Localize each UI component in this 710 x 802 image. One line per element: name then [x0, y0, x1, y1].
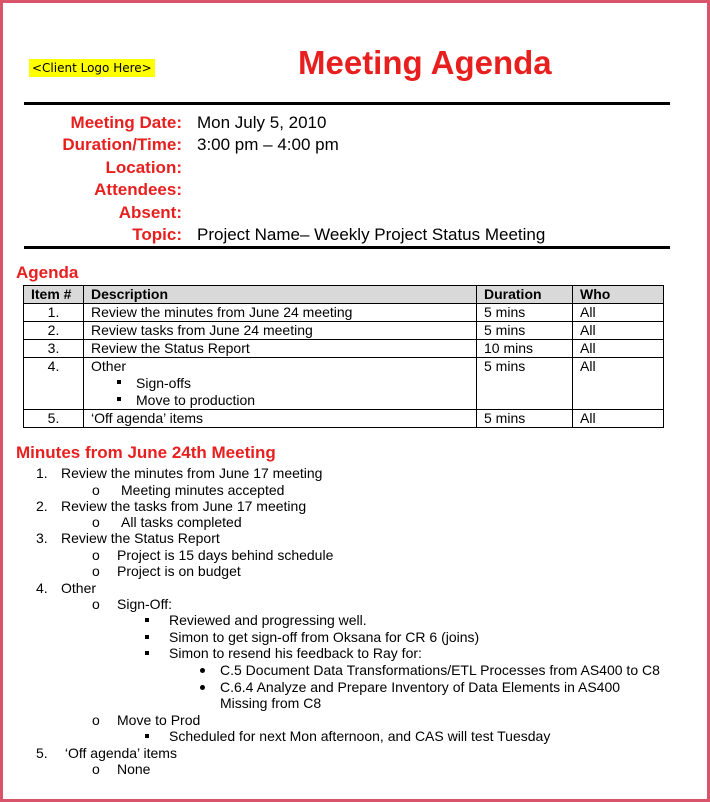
meta-date-label: Meeting Date: — [70, 113, 182, 132]
minutes-point: Scheduled for next Mon afternoon, and CAS will test Tuesday — [169, 728, 551, 744]
table-row — [24, 322, 664, 340]
item-number: 2. — [24, 322, 84, 340]
table-row — [24, 304, 664, 322]
item-duration: 10 mins — [477, 340, 573, 358]
minutes-sub-item: Move to Prod — [117, 712, 201, 728]
item-duration: 5 mins — [477, 410, 573, 428]
item-number: 3. — [24, 340, 84, 358]
circle-bullet-icon: o — [92, 712, 100, 728]
minutes-sub-point: C.5 Document Data Transformations/ETL Processes from AS400 to C8 — [220, 662, 660, 678]
minutes-sub-item: Meeting minutes accepted — [121, 482, 285, 498]
item-number: 5. — [24, 410, 84, 428]
square-bullet-icon — [145, 651, 149, 655]
table-row — [24, 410, 664, 428]
sub-item — [91, 375, 469, 392]
item-who: All — [573, 322, 664, 340]
item-description: ‘Off agenda’ items — [84, 410, 477, 428]
sub-item-text: Move to production — [136, 392, 256, 408]
circle-bullet-icon: o — [92, 514, 100, 530]
meta-date-value: Mon July 5, 2010 — [197, 113, 327, 132]
minutes-sub-item: All tasks completed — [121, 514, 242, 530]
minutes-point: Reviewed and progressing well. — [169, 612, 367, 628]
item-duration: 5 mins — [477, 322, 573, 340]
item-number: 4. — [24, 358, 84, 410]
circle-bullet-icon: o — [92, 563, 100, 579]
minutes-item-number: 2. — [36, 498, 48, 514]
square-bullet-icon — [145, 734, 149, 738]
square-bullet-icon — [145, 635, 149, 639]
item-description: Other — [91, 358, 127, 374]
page-title: Meeting Agenda — [298, 44, 552, 81]
square-bullet-icon — [117, 397, 121, 401]
minutes-item-text: Review the tasks from June 17 meeting — [61, 498, 307, 514]
meta-duration-value: 3:00 pm – 4:00 pm — [197, 135, 339, 154]
col-header-item: Item # — [24, 286, 84, 304]
minutes-item-number: 4. — [36, 580, 48, 596]
circle-bullet-icon: o — [92, 547, 100, 563]
agenda-header-row — [24, 286, 664, 304]
circle-bullet-icon: o — [92, 761, 100, 777]
minutes-sub-item: Sign-Off: — [117, 596, 172, 612]
item-who: All — [573, 358, 664, 410]
table-row — [24, 358, 664, 410]
minutes-item-number: 3. — [36, 530, 48, 546]
square-bullet-icon — [117, 380, 121, 384]
meta-topic-label: Topic: — [132, 225, 182, 244]
meta-attendees-label: Attendees: — [94, 180, 182, 199]
minutes-point: Simon to get sign-off from Oksana for CR 6 (joins) — [169, 629, 480, 645]
item-duration: 5 mins — [477, 358, 573, 410]
minutes-item-text: Review the Status Report — [61, 530, 220, 546]
minutes-sub-item: Project is on budget — [117, 563, 241, 579]
minutes-point: Simon to resend his feedback to Ray for: — [169, 645, 422, 661]
circle-bullet-icon: o — [92, 482, 100, 498]
minutes-sub-item: Project is 15 days behind schedule — [117, 547, 334, 563]
minutes-sub-point-continuation: Missing from C8 — [220, 695, 322, 711]
meta-duration-label: Duration/Time: — [62, 135, 182, 154]
item-description: Review tasks from June 24 meeting — [84, 322, 477, 340]
meta-divider — [24, 246, 670, 249]
sub-item-text: Sign-offs — [136, 375, 191, 391]
minutes-item-text: Review the minutes from June 17 meeting — [61, 465, 323, 481]
minutes-sub-item: None — [117, 761, 151, 777]
meta-absent-label: Absent: — [118, 203, 182, 222]
item-number: 1. — [24, 304, 84, 322]
client-logo-placeholder: <Client Logo Here> — [29, 59, 155, 77]
col-header-who: Who — [573, 286, 664, 304]
col-header-description: Description — [84, 286, 477, 304]
item-who: All — [573, 410, 664, 428]
item-who: All — [573, 304, 664, 322]
item-who: All — [573, 340, 664, 358]
round-bullet-icon — [200, 685, 205, 690]
item-description: Review the minutes from June 24 meeting — [84, 304, 477, 322]
sub-item — [91, 392, 469, 409]
minutes-item-number: 5. — [36, 745, 48, 761]
agenda-table — [23, 285, 664, 428]
meta-location-label: Location: — [105, 158, 182, 177]
col-header-duration: Duration — [477, 286, 573, 304]
table-row — [24, 340, 664, 358]
minutes-item-text: Other — [61, 580, 97, 596]
minutes-heading: Minutes from June 24th Meeting — [16, 443, 276, 462]
round-bullet-icon — [200, 668, 205, 673]
agenda-heading: Agenda — [16, 263, 79, 282]
meta-topic-value: Project Name– Weekly Project Status Meeting — [197, 225, 546, 244]
item-description: Review the Status Report — [84, 340, 477, 358]
minutes-item-number: 1. — [36, 465, 48, 481]
top-divider — [24, 102, 670, 105]
square-bullet-icon — [145, 618, 149, 622]
minutes-sub-point: C.6.4 Analyze and Prepare Inventory of Data Elements in AS400 — [220, 679, 621, 695]
minutes-item-text: ‘Off agenda’ items — [61, 745, 177, 761]
circle-bullet-icon: o — [92, 596, 100, 612]
item-duration: 5 mins — [477, 304, 573, 322]
item-description-cell — [84, 358, 477, 410]
